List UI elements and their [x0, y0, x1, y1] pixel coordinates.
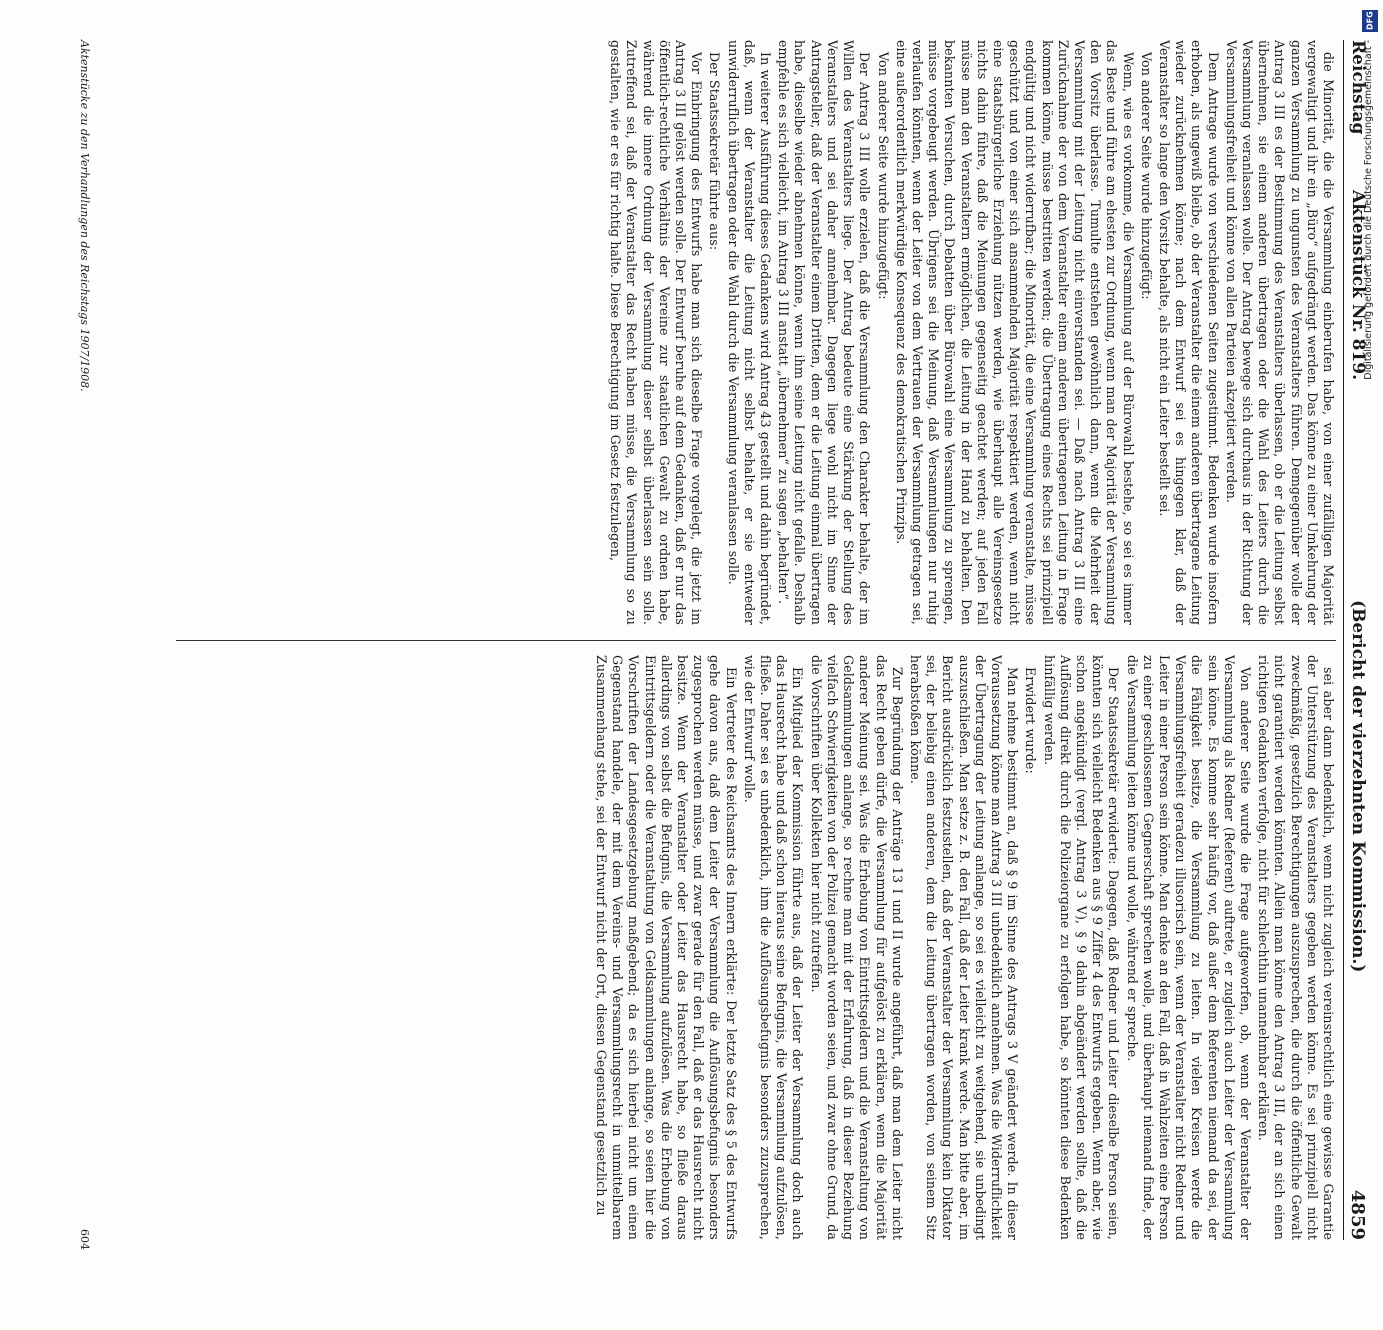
digitization-sidebar: [1361, 6, 1381, 986]
paragraph: Der Antrag 3 III wolle erzielen, daß die Versammlung den Charakter behalte, der im Willen des Veranstalters liege. Der Antrag bedeute eine Stärkung der Stellung des Veranstalters und sei daher annehmbar. Dagegen liege wohl nicht im Sinne der Antragsteller, daß der Veranstalter einem Dritten, dem er die Leitung einmal übertragen habe, dieselbe wieder abnehmen könne, wenn ihm seine Leitung nicht gefalle. Deshalb empfehle es sich vielleicht, im Antrag 3 III anstatt „übernehmen“ zu sagen „behalten“.: [776, 40, 873, 625]
header-aktenstueck: Aktenstück Nr. 819.: [1348, 190, 1368, 381]
paragraph: sei aber dann bedenklich, wenn nicht zugleich vereinsrechtlich eine gewisse Garantie der Unterstützung des Veranstalters gegeben werden könne. Es sei prinzipiell nicht zweckmäßig, gesetzlich Berechtigungen auszusprechen, die durch die öffentliche Gewalt nicht garantiert werden könnten. Allein man könne den Antrag 3 III, der an sich einen richtigen Gedanken verfolge, nicht für schlechthin unannehmbar erklären.: [1256, 655, 1336, 1240]
paragraph: Erwidert wurde:: [1023, 667, 1039, 774]
paragraph: Von anderer Seite wurde die Frage aufgeworfen, ob, wenn der Veranstalter der Versammlung als Redner (Referent) auftrete, er zugleich auch Leiter der Versammlung sein könne. Es komme sehr häufig vor, daß außer dem Referenten niemand da sei, der die Fähigkeit besitze, die Versammlung zu leiten. In vielen Kreisen werde die Versammlungsfreiheit geradezu illusorisch sein, wenn der Veranstalter nicht Redner und Leiter in einer Person sein könne. Man denke an den Fall, daß in Wahlzeiten eine Person zu einer geschlossenen Gegnerschaft sprechen wolle, und überhaupt niemand finde, der die Versammlung leiten könne und wolle, während er spreche.: [1124, 655, 1253, 1240]
footer-page-number: 604: [78, 1229, 91, 1250]
paragraph: Vor Einbringung des Entwurfs habe man sich dieselbe Frage vorgelegt, die jetzt im Antrag 3 III gelöst werden solle. Der Entwurf beruhe auf dem Gedanken, daß er nur das öffentlich-rechtliche Verhältnis der Vereine zur staatlichen Gewalt zu ordnen habe, während die innere Ordnung der Versammlung dieser selbst überlassen sein solle. Zutreffend sei, daß der Veranstalter das Recht haben müsse, die Versammlung so zu gestalten, wie er es für richtig halte. Diese Berechtigung im Gesetz festzulegen,: [608, 40, 705, 625]
paragraph: Der Staatssekretär führte aus:: [707, 52, 723, 251]
paragraph: Zur Begründung der Anträge 13 I und II wurde angeführt, daß man dem Leiter nicht das Recht geben dürfe, die Versammlung für aufgelöst zu erklären, wenn die Majorität anderer Meinung sei. Was die Erhebung von Eintrittsgeldern und die Veranstaltung von Geldsammlungen anlange, so rechne man mit der Erfahrung, daß in dieser Beziehung vielfach Schwierigkeiten von der Polizei gemacht worden seien, und zwar ohne Grund, da die Vorschriften über Kollekten hier nicht zutreffen.: [808, 655, 905, 1240]
header-reichstag: Reichstag: [1348, 40, 1368, 135]
paragraph: Wenn, wie es vorkomme, die Versammlung auf der Bürowahl bestehe, so sei es immer das Beste und führe am ehesten zur Ordnung, wenn man der Majorität der Versammlung den Vorsitz überlasse. Tumulte entstehen gewöhnlich dann, wenn die Mehrheit der Versammlung mit der Leitung nicht einverstanden sei. — Daß nach Antrag 3 III eine Zurücknahme der von dem Veranstalter einem anderen übertragenen Leitung in Frage kommen könne, müsse bestritten werden; die Übertragung eines Rechts sei prinzipiell endgültig und nicht widerrufbar; die Minorität, die eine Versammlung veranstalte, müsse geschützt und von einer sich ansammelnden Majorität respektiert werden, wenn nicht eine staatsbürgerliche Erziehung nützen werden, wie überhaupt alle Vereinsgesetze nichts dahin führe, daß die Meinungen gegenseitig geachtet werden; auf jeden Fall müsse man den Veranstaltern ermöglichen, die Leitung in der Hand zu behalten. Den bekannten Versuchen, durch Debatten über Bürowahl eine Versammlung zu sprengen, müsse vorgebeugt werden. Übrigens sei die Meinung, daß Versammlungen nur ruhig verlaufen könnten, wenn der Leiter von dem Vertrauen der Versammlung getragen sei, eine außerordentlich merkwürdige Konsequenz des demokratischen Prinzips.: [893, 40, 1136, 625]
rotated-page: [78, 40, 1370, 1330]
paragraph: Ein Vertreter des Reichsamts des Innern erklärte: Der letzte Satz des § 5 des Entwurfs gehe davon aus, daß dem Leiter der Versammlung die Auflösungsbefugnis besonders zugesprochen werden müsse, und zwar gerade für den Fall, daß er das Hausrecht nicht besitze. Wenn der Veranstalter oder Leiter das Hausrecht habe, so fließe daraus allerdings von selbst die Befugnis, die Versammlung aufzulösen. Was die Erhebung von Eintrittsgeldern oder die Veranstaltung von Geldsammlungen anlange, so seien hier die Vorschriften der Landesgesetzgebung maßgebend; da es sich hierbei nicht um einen Gegenstand handele, der mit dem Vereins- und Versammlungsrecht in unmittelbarem Zusammenhang stehe, sei der Entwurf nicht der Ort, diesen Gegenstand gesetzlich zu: [594, 655, 739, 1240]
text-column-right: [106, 655, 1336, 1240]
paragraph: Von anderer Seite wurde hinzugefügt:: [875, 52, 891, 300]
text-column-left: [106, 40, 1336, 625]
paragraph: Von anderer Seite wurde hinzugefügt:: [1138, 52, 1154, 300]
column-divider: [176, 640, 1336, 641]
paragraph: In weiterer Ausführung dieses Gedankens wird Antrag 43 gestellt und dahin begründet, daß, wenn der Veranstalter die Leitung nicht selbst behalte, er sie entweder unwiderruflich übertragen oder die Wahl durch die Versammlung veranlassen solle.: [725, 40, 774, 625]
paragraph: Dem Antrage wurde von verschiedenen Seiten zugestimmt. Bedenken wurde insofern erhoben, als ungewiß bleibe, ob der Veranstalter die einem anderen übertragene Leitung wieder zurücknehmen könne; nach dem Entwurf sei es hingegen klar, daß der Veranstalter so lange den Vorsitz behalte, als nicht ein Leiter bestellt sei.: [1156, 40, 1221, 625]
paragraph: Man nehme bestimmt an, daß § 9 im Sinne des Antrags 3 V geändert werde. In dieser Voraussetzung könne man Antrag 3 III unbedenklich annehmen. Was die Widerruflichkeit der Übertragung der Leitung anlange, so sei es vielleicht zu weitgehend, sie unbedingt auszuschließen. Man setze z. B. den Fall, daß der Leiter krank werde. Man bitte aber, im Bericht ausdrücklich festzustellen, daß der Veranstalter der Versammlung kein Diktator sei, der beliebig einen anderen, dem die Leitung übertragen worden, von seinem Sitz herabstoßen könne.: [907, 655, 1021, 1240]
document-sheet: [80, 40, 1370, 1270]
paragraph: Der Staatssekretär erwiderte: Dagegen, daß Redner und Leiter dieselbe Person seien, könnten sich vielleicht Bedenken aus § 9 Ziffer 4 des Entwurfs ergeben. Wenn aber, wie schon angekündigt (vergl. Antrag 3 V), § 9 dahin abgeändert werden sollte, daß die Auflösung direkt durch die Polizeiorgane zu erfolgen habe, so könnten diese Bedenken hinfällig werden.: [1041, 655, 1122, 1240]
header-commission: (Bericht der vierzehnten Kommission.): [1348, 600, 1368, 973]
footer-source: Aktenstücke zu den Verhandlungen des Reichstags 1907/1908.: [78, 40, 91, 392]
page-number: 4859: [1347, 1189, 1368, 1240]
paragraph: Ein Mitglied der Kommission führte aus, daß der Leiter der Versammlung doch auch das Hausrecht habe und daß schon hieraus seine Befugnis, die Versammlung aufzulösen, fließe. Daher sei es unbedenklich, ihm die Auflösungsbefugnis besonders zuzusprechen, wie der Entwurf wolle.: [741, 655, 806, 1240]
dfg-logo: DFG: [1362, 10, 1378, 32]
paragraph: die Minorität, die die Versammlung einberufen habe, von einer zufälligen Majorität vergewaltigt und ihr ein „Büro“ aufgedrängt werden. Das könne zu einer Umkehrung der ganzen Versammlung zu ungunsten des Veranstalters führen. Demgegenüber wolle der Antrag 3 III es der Bestimmung des Veranstalters überlassen, ob er die Leitung selbst übernehmen, sie einem anderen übertragen oder die Wahl des Leiters durch die Versammlung veranlassen wolle. Der Antrag bewege sich durchaus in der Richtung der Versammlungsfreiheit und könne von allen Parteien akzeptiert werden.: [1223, 40, 1336, 625]
digitization-credit: Digitalisierung gefördert durch die Deutsche Forschungsgemeinschaft -: [1363, 40, 1374, 380]
